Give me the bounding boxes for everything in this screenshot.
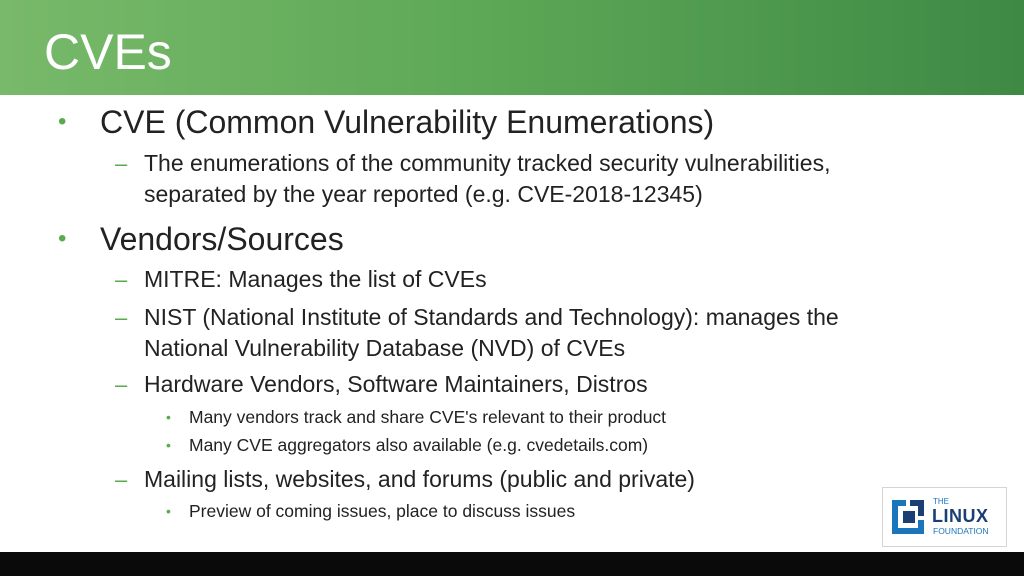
footer-bar [0,552,1024,576]
sub-sub-bullet-text: Many vendors track and share CVE's relevant to their product [189,407,667,427]
sub-sub-bullet-dot: • [166,409,171,425]
bullet-cve-text: CVE (Common Vulnerability Enumerations) [100,104,715,140]
sub-bullet-dash: – [115,305,128,330]
title-bar [0,0,1024,95]
sub-bullet-text: National Vulnerability Database (NVD) of CVEs [144,335,626,361]
logo-the-text: THE [933,497,949,506]
bullet-vendors-text: Vendors/Sources [100,221,344,257]
sub-bullet-text: NIST (National Institute of Standards and Technology): manages the [144,304,839,330]
bullet-dot: • [58,108,67,135]
sub-sub-bullet-dot: • [166,437,171,453]
slide-title: CVEs [44,24,172,80]
logo-foundation-text: FOUNDATION [933,526,989,536]
sub-bullet-dash: – [115,267,128,292]
bullet-dot: • [58,225,67,252]
sub-bullet-text: Mailing lists, websites, and forums (public and private) [144,466,695,492]
sub-bullet-dash: – [115,151,128,176]
sub-sub-bullet-text: Preview of coming issues, place to discuss issues [189,501,576,521]
linux-foundation-mark-icon [892,500,924,534]
sub-bullet-text: The enumerations of the community tracked security vulnerabilities, [144,150,831,176]
sub-bullet-text: MITRE: Manages the list of CVEs [144,266,487,292]
sub-bullet-dash: – [115,372,128,397]
linux-foundation-logo [882,487,1007,547]
sub-bullet-text: separated by the year reported (e.g. CVE-2018-12345) [144,181,703,207]
sub-sub-bullet-text: Many CVE aggregators also available (e.g. cvedetails.com) [189,435,649,455]
sub-bullet-dash: – [115,467,128,492]
logo-linux-text: LINUX [932,506,989,526]
sub-bullet-text: Hardware Vendors, Software Maintainers, Distros [144,371,648,397]
sub-sub-bullet-dot: • [166,503,171,519]
